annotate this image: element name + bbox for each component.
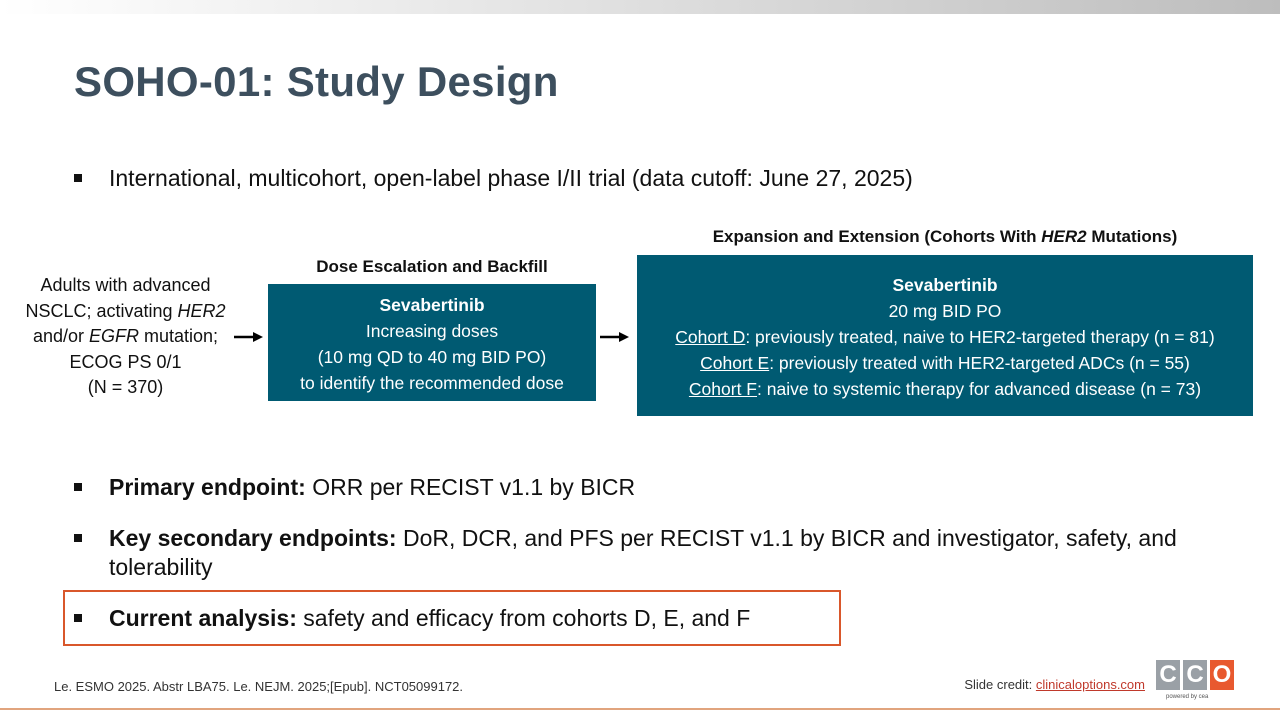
cohort-item: Cohort D: previously treated, naive to HER2-targeted therapy (n = 81)	[675, 327, 1215, 347]
expansion-drug: Sevabertinib	[892, 275, 998, 295]
slide-credit: Slide credit: clinicaloptions.com	[964, 677, 1145, 692]
bullet-marker	[74, 483, 82, 491]
citation: Le. ESMO 2025. Abstr LBA75. Le. NEJM. 2025;[Epub]. NCT05099172.	[54, 679, 464, 694]
credit-link[interactable]: clinicaloptions.com	[1035, 677, 1145, 692]
bullet-marker	[74, 174, 82, 182]
escalation-label: Dose Escalation and Backfill	[316, 257, 548, 276]
bullet-text: International, multicohort, open-label phase I/II trial (data cutoff: June 27, 2025)	[109, 165, 913, 191]
slide-title: SOHO-01: Study Design	[74, 58, 559, 105]
cohort-item: Cohort E: previously treated with HER2-targeted ADCs (n = 55)	[700, 353, 1190, 373]
expansion-box	[637, 255, 1253, 416]
arrow-right-icon	[600, 330, 630, 344]
escalation-box: Sevabertinib Increasing doses (10 mg QD to 40 mg BID PO) to identify the recommended dose	[268, 284, 596, 401]
top-gradient-bar	[0, 0, 1280, 14]
arrow-right-icon	[234, 330, 264, 344]
escalation-drug: Sevabertinib	[379, 295, 485, 315]
population-description: Adults with advanced NSCLC; activating HER2 and/or EGFR mutation; ECOG PS 0/1 (N = 370)	[25, 275, 226, 397]
cohort-item: Cohort F: naive to systemic therapy for advanced disease (n = 73)	[688, 379, 1202, 399]
expansion-dose: 20 mg BID PO	[888, 301, 1002, 321]
cco-logo: C C O powered by cea	[1156, 660, 1234, 704]
bullet-marker	[74, 534, 82, 542]
expansion-label: Expansion and Extension (Cohorts With HER2 Mutations)	[712, 227, 1178, 246]
bottom-divider	[0, 708, 1280, 710]
bullet-marker	[74, 614, 82, 622]
